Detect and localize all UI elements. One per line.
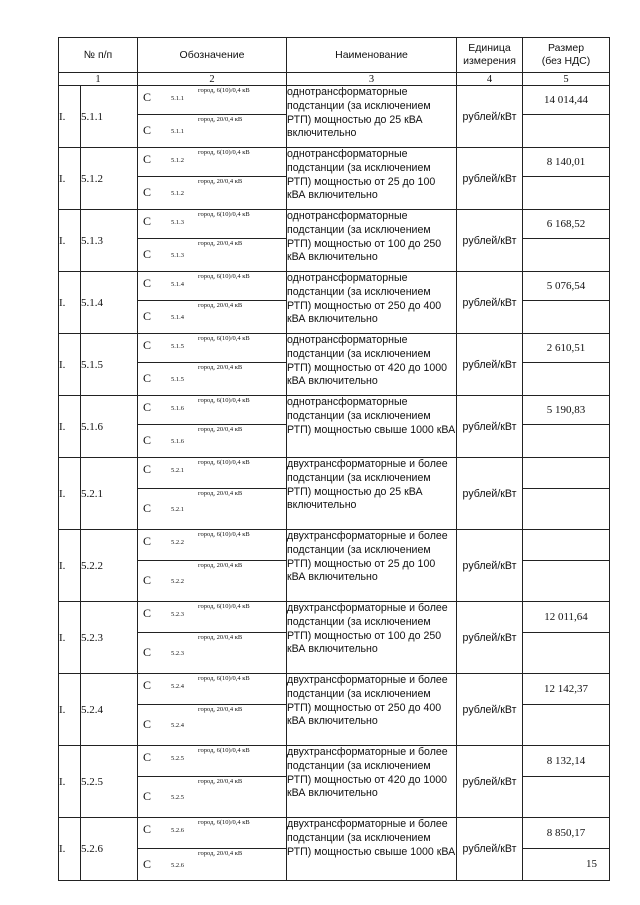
item-name: двухтрансформаторные и более подстанции (за исключением РТП) мощностью от 250 до 400 кВА включительно: [287, 674, 457, 746]
designation-cell: [138, 425, 287, 458]
item-name: однотрансформаторные подстанции (за исключением РТП) мощностью от 420 до 1000 кВА включительно: [287, 334, 457, 396]
item-value: [523, 115, 610, 148]
designation-index: 5.2.3: [171, 650, 185, 657]
designation-letter: С: [143, 678, 152, 692]
table-row: [59, 210, 610, 239]
designation-letter: С: [143, 338, 152, 352]
designation-cell: [138, 239, 287, 272]
item-unit: рублей/кВт: [457, 148, 523, 210]
designation-voltage: город, 20/0,4 кВ: [198, 302, 243, 309]
table-row: [59, 602, 610, 633]
designation-voltage: город, 6(10)/0,4 кВ: [198, 747, 250, 754]
item-number: 5.1.3: [81, 210, 138, 272]
section-number: I.: [59, 210, 81, 272]
header-designation: Обозначение: [138, 38, 287, 73]
item-name: однотрансформаторные подстанции (за исключением РТП) мощностью от 25 до 100 кВА включительно: [287, 148, 457, 210]
item-value: [523, 301, 610, 334]
designation-letter: С: [143, 462, 152, 476]
item-number: 5.2.6: [81, 818, 138, 881]
item-value: 14 014,44: [523, 86, 610, 115]
section-number: I.: [59, 458, 81, 530]
designation-cell: [138, 530, 287, 561]
item-value: [523, 239, 610, 272]
designation-letter: С: [143, 717, 152, 731]
designation-cell: [138, 818, 287, 849]
item-name: однотрансформаторные подстанции (за исключением РТП) мощностью от 100 до 250 кВА включительно: [287, 210, 457, 272]
item-value: [523, 489, 610, 530]
designation-index: 5.2.3: [171, 611, 185, 618]
header-unit: Единица измерения: [457, 38, 523, 73]
designation-index: 5.2.6: [171, 827, 185, 834]
designation-index: 5.1.4: [171, 281, 185, 288]
designation-letter: С: [143, 90, 152, 104]
item-unit: рублей/кВт: [457, 458, 523, 530]
item-value: [523, 633, 610, 674]
section-number: I.: [59, 602, 81, 674]
designation-cell: [138, 705, 287, 746]
designation-index: 5.1.1: [171, 128, 185, 135]
designation-cell: [138, 489, 287, 530]
designation-voltage: город, 6(10)/0,4 кВ: [198, 675, 250, 682]
table-row: [59, 458, 610, 489]
tariff-table: [58, 37, 610, 881]
item-value: 8 850,17: [523, 818, 610, 849]
designation-index: 5.1.3: [171, 252, 185, 259]
designation-index: 5.1.2: [171, 190, 185, 197]
item-number: 5.1.6: [81, 396, 138, 458]
designation-index: 5.1.5: [171, 343, 185, 350]
designation-letter: С: [143, 371, 152, 385]
header-num: № п/п: [59, 38, 138, 73]
item-value: [523, 561, 610, 602]
designation-voltage: город, 20/0,4 кВ: [198, 562, 243, 569]
section-number: I.: [59, 86, 81, 148]
section-number: I.: [59, 272, 81, 334]
table-row: [59, 334, 610, 363]
item-value: 5 076,54: [523, 272, 610, 301]
item-value: [523, 425, 610, 458]
designation-cell: [138, 602, 287, 633]
column-number: 5: [523, 73, 610, 86]
designation-cell: [138, 674, 287, 705]
designation-cell: [138, 272, 287, 301]
designation-index: 5.1.6: [171, 438, 185, 445]
table-row: [59, 396, 610, 425]
section-number: I.: [59, 674, 81, 746]
section-number: I.: [59, 746, 81, 818]
table-row: [59, 674, 610, 705]
designation-index: 5.2.4: [171, 683, 185, 690]
item-number: 5.2.4: [81, 674, 138, 746]
section-number: I.: [59, 334, 81, 396]
designation-voltage: город, 20/0,4 кВ: [198, 426, 243, 433]
designation-index: 5.2.1: [171, 467, 185, 474]
item-value: [523, 530, 610, 561]
designation-index: 5.1.6: [171, 405, 185, 412]
designation-letter: С: [143, 276, 152, 290]
table-row: [59, 86, 610, 115]
designation-cell: [138, 746, 287, 777]
item-number: 5.2.2: [81, 530, 138, 602]
column-number: 4: [457, 73, 523, 86]
column-number: 2: [138, 73, 287, 86]
item-value: 6 168,52: [523, 210, 610, 239]
designation-letter: С: [143, 856, 152, 871]
designation-voltage: город, 20/0,4 кВ: [198, 116, 243, 123]
item-number: 5.2.3: [81, 602, 138, 674]
item-unit: рублей/кВт: [457, 746, 523, 818]
designation-voltage: город, 20/0,4 кВ: [198, 240, 243, 247]
section-number: I.: [59, 148, 81, 210]
designation-index: 5.2.5: [171, 794, 185, 801]
designation-voltage: город, 20/0,4 кВ: [198, 490, 243, 497]
column-number: 3: [287, 73, 457, 86]
designation-cell: [138, 334, 287, 363]
item-name: однотрансформаторные подстанции (за исключением РТП) мощностью от 250 до 400 кВА включительно: [287, 272, 457, 334]
designation-index: 5.2.1: [171, 506, 185, 513]
item-value: 5 190,83: [523, 396, 610, 425]
designation-cell: [138, 561, 287, 602]
header-row: [59, 38, 610, 73]
item-number: 5.2.1: [81, 458, 138, 530]
designation-voltage: город, 6(10)/0,4 кВ: [198, 459, 250, 466]
item-name: двухтрансформаторные и более подстанции (за исключением РТП) мощностью от 25 до 100 кВА включительно: [287, 530, 457, 602]
table-row: [59, 746, 610, 777]
section-number: I.: [59, 396, 81, 458]
designation-letter: С: [143, 152, 152, 166]
designation-letter: С: [143, 606, 152, 620]
designation-cell: [138, 301, 287, 334]
designation-cell: [138, 458, 287, 489]
designation-index: 5.1.5: [171, 376, 185, 383]
designation-letter: С: [143, 214, 152, 228]
item-name: двухтрансформаторные и более подстанции (за исключением РТП) мощностью от 420 до 1000 кВА включительно: [287, 746, 457, 818]
section-number: I.: [59, 530, 81, 602]
designation-letter: С: [143, 123, 152, 137]
column-number-row: [59, 73, 610, 86]
item-unit: рублей/кВт: [457, 86, 523, 148]
designation-letter: С: [143, 433, 152, 447]
item-value: [523, 177, 610, 210]
designation-index: 5.1.2: [171, 157, 185, 164]
item-unit: рублей/кВт: [457, 602, 523, 674]
designation-letter: С: [143, 645, 152, 659]
item-value: 8 140,01: [523, 148, 610, 177]
designation-letter: С: [143, 534, 152, 548]
table-row: [59, 818, 610, 849]
item-number: 5.1.1: [81, 86, 138, 148]
item-unit: рублей/кВт: [457, 334, 523, 396]
designation-index: 5.1.1: [171, 95, 185, 102]
item-value: 2 610,51: [523, 334, 610, 363]
item-name: однотрансформаторные подстанции (за исключением РТП) мощностью до 25 кВА включительно: [287, 86, 457, 148]
designation-cell: [138, 177, 287, 210]
designation-letter: С: [143, 247, 152, 261]
item-number: 5.1.5: [81, 334, 138, 396]
designation-voltage: город, 20/0,4 кВ: [198, 634, 243, 641]
designation-cell: [138, 777, 287, 818]
designation-voltage: город, 6(10)/0,4 кВ: [198, 273, 250, 280]
designation-letter: С: [143, 789, 152, 803]
designation-letter: С: [143, 400, 152, 414]
table-row: [59, 272, 610, 301]
designation-letter: С: [143, 309, 152, 323]
item-unit: рублей/кВт: [457, 210, 523, 272]
designation-cell: [138, 86, 287, 115]
designation-cell: [138, 115, 287, 148]
header-size: Размер (без НДС): [523, 38, 610, 73]
designation-voltage: город, 20/0,4 кВ: [198, 706, 243, 713]
designation-cell: [138, 210, 287, 239]
designation-cell: [138, 849, 287, 881]
designation-voltage: город, 6(10)/0,4 кВ: [198, 531, 250, 538]
designation-voltage: город, 6(10)/0,4 кВ: [198, 819, 250, 826]
item-unit: рублей/кВт: [457, 674, 523, 746]
designation-cell: [138, 363, 287, 396]
designation-voltage: город, 6(10)/0,4 кВ: [198, 211, 250, 218]
designation-voltage: город, 20/0,4 кВ: [198, 778, 243, 785]
item-value: 12 142,37: [523, 674, 610, 705]
item-number: 5.1.4: [81, 272, 138, 334]
item-value: 8 132,14: [523, 746, 610, 777]
item-value: [523, 777, 610, 818]
column-number: 1: [59, 73, 138, 86]
designation-letter: С: [143, 750, 152, 764]
item-name: двухтрансформаторные и более подстанции (за исключением РТП) мощностью до 25 кВА включительно: [287, 458, 457, 530]
designation-voltage: город, 20/0,4 кВ: [198, 850, 243, 857]
designation-index: 5.2.2: [171, 539, 185, 546]
item-value: [523, 705, 610, 746]
header-name: Наименование: [287, 38, 457, 73]
designation-voltage: город, 20/0,4 кВ: [198, 178, 243, 185]
designation-index: 5.2.4: [171, 722, 185, 729]
designation-letter: С: [143, 501, 152, 515]
designation-index: 5.2.6: [171, 861, 185, 869]
designation-letter: С: [143, 822, 152, 836]
item-number: 5.1.2: [81, 148, 138, 210]
page-number: 15: [586, 858, 597, 870]
item-unit: рублей/кВт: [457, 530, 523, 602]
designation-index: 5.1.4: [171, 314, 185, 321]
item-unit: рублей/кВт: [457, 272, 523, 334]
item-name: однотрансформаторные подстанции (за исключением РТП) мощностью свыше 1000 кВА: [287, 396, 457, 458]
item-value: 12 011,64: [523, 602, 610, 633]
item-value: [523, 458, 610, 489]
designation-voltage: город, 6(10)/0,4 кВ: [198, 603, 250, 610]
table-row: [59, 148, 610, 177]
designation-voltage: город, 6(10)/0,4 кВ: [198, 397, 250, 404]
table-row: [59, 530, 610, 561]
designation-voltage: город, 6(10)/0,4 кВ: [198, 87, 250, 94]
item-value: [523, 363, 610, 396]
item-name: двухтрансформаторные и более подстанции (за исключением РТП) мощностью свыше 1000 кВА: [287, 818, 457, 881]
designation-index: 5.2.5: [171, 755, 185, 762]
designation-cell: [138, 148, 287, 177]
designation-letter: С: [143, 573, 152, 587]
designation-voltage: город, 6(10)/0,4 кВ: [198, 149, 250, 156]
item-name: двухтрансформаторные и более подстанции (за исключением РТП) мощностью от 100 до 250 кВА включительно: [287, 602, 457, 674]
section-number: I.: [59, 818, 81, 881]
item-number: 5.2.5: [81, 746, 138, 818]
designation-cell: [138, 396, 287, 425]
designation-cell: [138, 633, 287, 674]
item-unit: рублей/кВт: [457, 396, 523, 458]
designation-letter: С: [143, 185, 152, 199]
item-unit: рублей/кВт: [457, 818, 523, 881]
designation-index: 5.1.3: [171, 219, 185, 226]
designation-index: 5.2.2: [171, 578, 185, 585]
designation-voltage: город, 20/0,4 кВ: [198, 364, 243, 371]
designation-voltage: город, 6(10)/0,4 кВ: [198, 335, 250, 342]
